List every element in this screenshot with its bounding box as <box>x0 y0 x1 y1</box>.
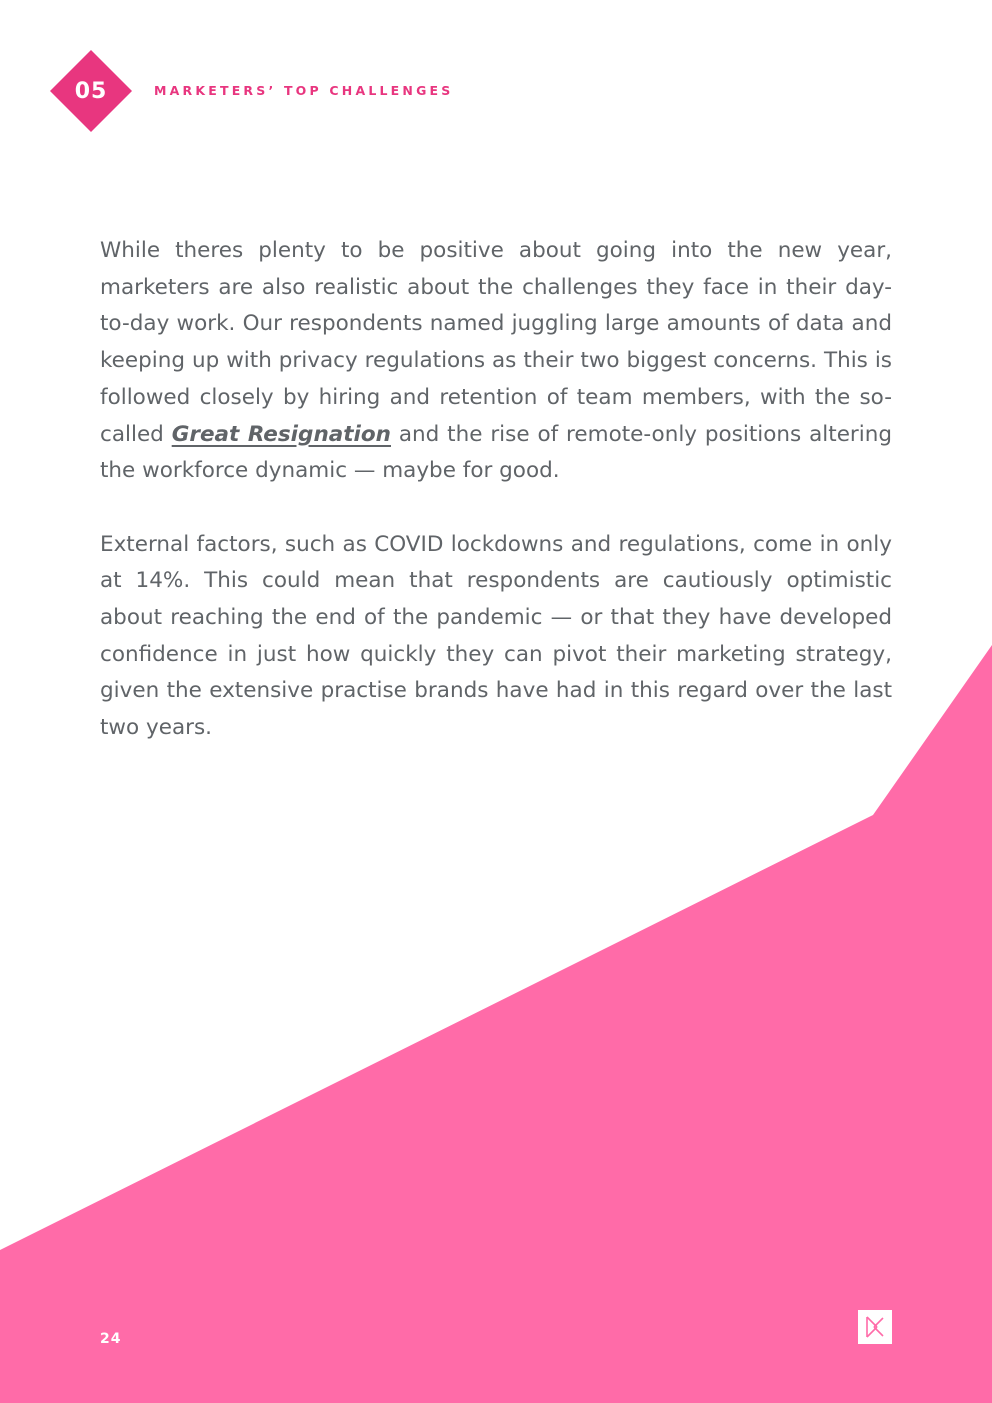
paragraph-1-text-a: While theres plenty to be positive about going into the new year, marketers are also realistic about the challenges they face in their day-to-day work. Our respondents named juggling large amounts of data and keeping up with privacy regulations as their two biggest concerns. This is followed closely by hiring and retention of team members, with the so-called <box>100 238 892 447</box>
body-text <box>100 233 892 747</box>
page-number: 24 <box>100 1331 122 1347</box>
paragraph-2: External factors, such as COVID lockdowns and regulations, come in only at 14%. This could mean that respondents are cautiously optimistic about reaching the end of the pandemic — or that they have developed confidence in just how quickly they can pivot their marketing strategy, given the extensive practise brands have had in this regard over the last two years. <box>100 531 892 741</box>
paragraph-1-text-b: and the rise of remote-only positions altering the workforce dynamic — maybe for good. <box>100 421 893 484</box>
chapter-title: MARKETERS’ TOP CHALLENGES <box>154 83 454 98</box>
great-resignation-link[interactable]: Great Resignation <box>171 421 391 447</box>
paragraph-1 <box>100 233 892 490</box>
brand-logo-icon <box>858 1310 892 1344</box>
chapter-number: 05 <box>74 79 108 104</box>
